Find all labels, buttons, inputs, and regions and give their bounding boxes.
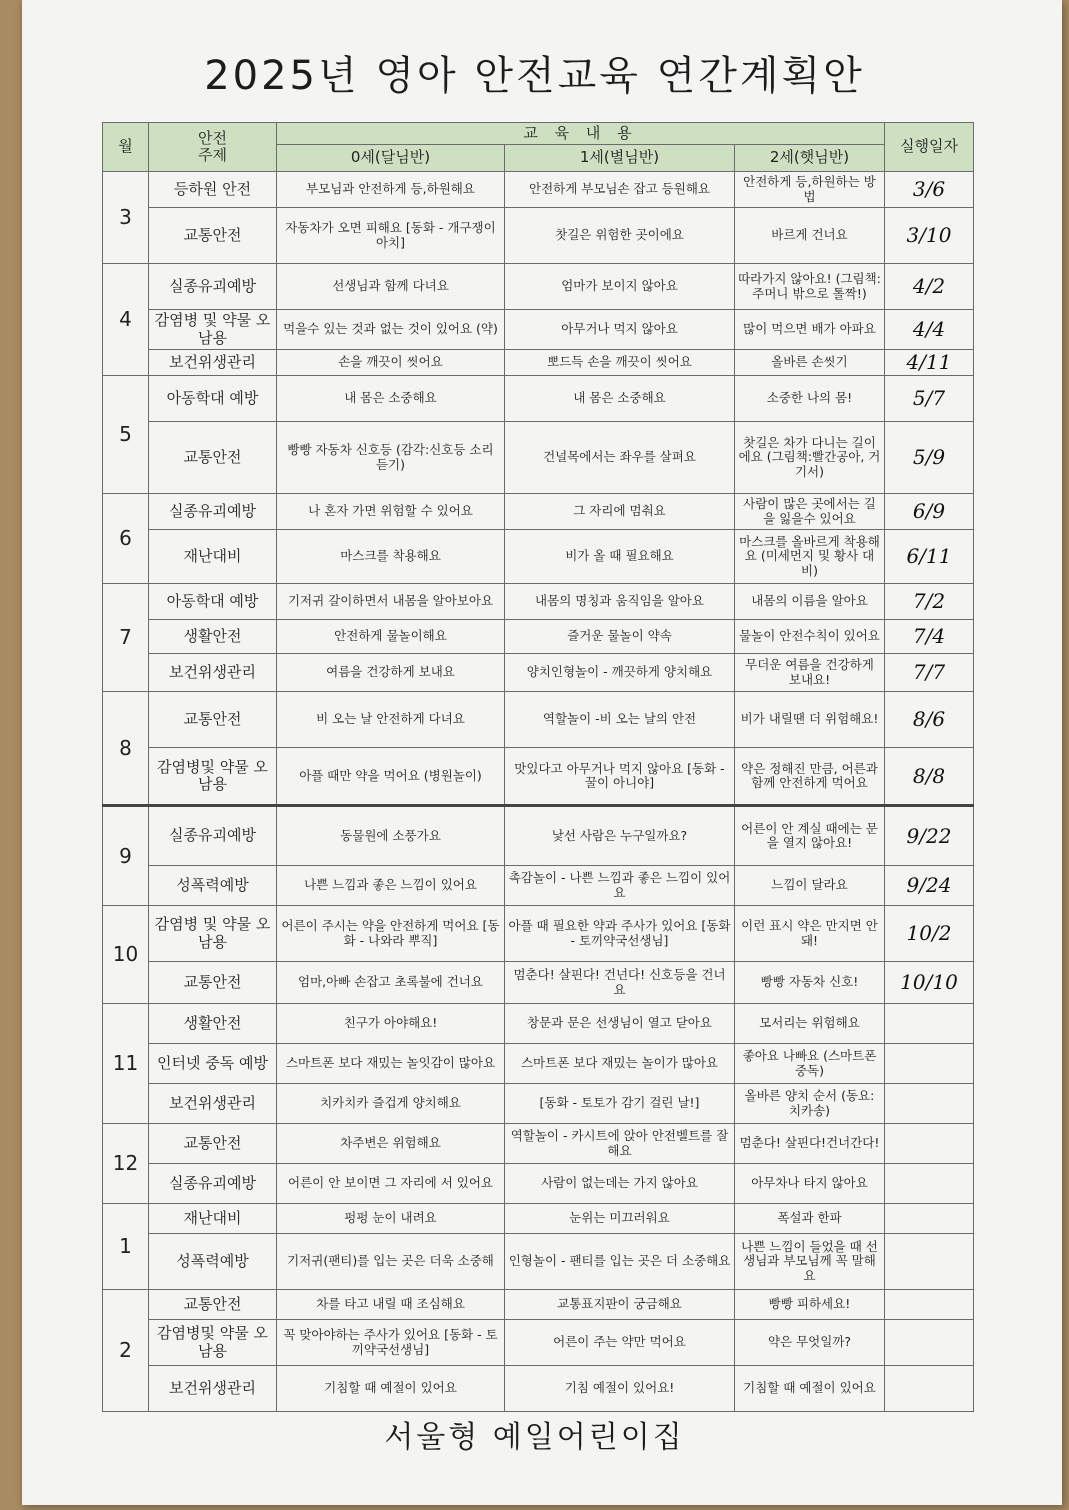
age2-cell: 소중한 나의 몸! xyxy=(735,376,885,422)
topic-cell: 성폭력예방 xyxy=(149,1234,277,1290)
age0-cell: 마스크를 착용해요 xyxy=(277,530,505,584)
topic-cell: 보건위생관리 xyxy=(149,1366,277,1412)
date-cell: 5/9 xyxy=(885,422,974,494)
safety-plan-table xyxy=(102,122,974,1412)
table-row xyxy=(103,172,974,208)
month-cell: 9 xyxy=(103,806,149,906)
topic-cell: 보건위생관리 xyxy=(149,1084,277,1124)
date-cell: 10/2 xyxy=(885,906,974,962)
age1-cell: 내몸의 명칭과 움직임을 알아요 xyxy=(505,584,735,620)
table-row xyxy=(103,1320,974,1366)
header-age1: 1세(별님반) xyxy=(505,145,735,172)
date-cell: 6/11 xyxy=(885,530,974,584)
age0-cell: 나 혼자 가면 위험할 수 있어요 xyxy=(277,494,505,530)
topic-cell: 실종유괴예방 xyxy=(149,1164,277,1204)
age2-cell: 약은 무엇일까? xyxy=(735,1320,885,1366)
header-date: 실행일자 xyxy=(885,123,974,172)
date-cell xyxy=(885,1004,974,1044)
table-row xyxy=(103,494,974,530)
age2-cell: 물놀이 안전수칙이 있어요 xyxy=(735,620,885,654)
month-cell: 2 xyxy=(103,1290,149,1412)
age2-cell: 올바른 손씻기 xyxy=(735,350,885,376)
header-topic-line2: 주제 xyxy=(198,146,227,164)
age0-cell: 여름을 건강하게 보내요 xyxy=(277,654,505,692)
age0-cell: 엄마,아빠 손잡고 초록불에 건너요 xyxy=(277,962,505,1004)
age1-cell: 그 자리에 멈춰요 xyxy=(505,494,735,530)
topic-cell: 감염병 및 약물 오남용 xyxy=(149,310,277,350)
age0-cell: 나쁜 느낌과 좋은 느낌이 있어요 xyxy=(277,866,505,906)
table-row xyxy=(103,1290,974,1320)
header-topic-line1: 안전 xyxy=(198,128,227,147)
month-cell: 11 xyxy=(103,1004,149,1124)
table-row xyxy=(103,1124,974,1164)
date-cell: 9/22 xyxy=(885,806,974,866)
page-title: 2025년 영아 안전교육 연간계획안 xyxy=(204,53,865,99)
date-cell xyxy=(885,1290,974,1320)
age2-cell: 폭설과 한파 xyxy=(735,1204,885,1234)
age1-cell: 스마트폰 보다 재밌는 놀이가 많아요 xyxy=(505,1044,735,1084)
table-row xyxy=(103,806,974,866)
topic-cell: 인터넷 중독 예방 xyxy=(149,1044,277,1084)
age0-cell: 부모님과 안전하게 등,하원해요 xyxy=(277,172,505,208)
age2-cell: 빵빵 피하세요! xyxy=(735,1290,885,1320)
age2-cell: 안전하게 등,하원하는 방법 xyxy=(735,172,885,208)
topic-cell: 아동학대 예방 xyxy=(149,584,277,620)
age0-cell: 안전하게 물놀이해요 xyxy=(277,620,505,654)
date-cell: 3/6 xyxy=(885,172,974,208)
table-row xyxy=(103,654,974,692)
age1-cell: 아플 때 필요한 약과 주사가 있어요 [동화 - 토끼약국선생님] xyxy=(505,906,735,962)
age0-cell: 자동차가 오면 피해요 [동화 - 개구쟁이 아치] xyxy=(277,208,505,264)
age1-cell: 안전하게 부모님손 잡고 등원해요 xyxy=(505,172,735,208)
date-cell: 5/7 xyxy=(885,376,974,422)
age1-cell: 양치인형놀이 - 깨끗하게 양치해요 xyxy=(505,654,735,692)
topic-cell: 교통안전 xyxy=(149,692,277,748)
table-row xyxy=(103,422,974,494)
age1-cell: 맛있다고 아무거나 먹지 않아요 [동화 - 꿀이 아니야] xyxy=(505,748,735,806)
age2-cell: 비가 내릴땐 더 위험해요! xyxy=(735,692,885,748)
age2-cell: 모서리는 위험해요 xyxy=(735,1004,885,1044)
table-row xyxy=(103,1084,974,1124)
table-row xyxy=(103,208,974,264)
age1-cell: 낯선 사람은 누구일까요? xyxy=(505,806,735,866)
topic-cell: 교통안전 xyxy=(149,208,277,264)
age1-cell: 눈위는 미끄러워요 xyxy=(505,1204,735,1234)
date-cell: 7/7 xyxy=(885,654,974,692)
age1-cell: 창문과 문은 선생님이 열고 닫아요 xyxy=(505,1004,735,1044)
date-cell: 4/2 xyxy=(885,264,974,310)
table-row xyxy=(103,584,974,620)
age1-cell: 엄마가 보이지 않아요 xyxy=(505,264,735,310)
table-row xyxy=(103,310,974,350)
header-month: 월 xyxy=(103,123,149,172)
date-cell: 8/8 xyxy=(885,748,974,806)
header-age0: 0세(달님반) xyxy=(277,145,505,172)
month-cell: 3 xyxy=(103,172,149,264)
date-cell: 10/10 xyxy=(885,962,974,1004)
age0-cell: 기침할 때 예절이 있어요 xyxy=(277,1366,505,1412)
table-row xyxy=(103,264,974,310)
age1-cell: 인형놀이 - 팬티를 입는 곳은 더 소중해요 xyxy=(505,1234,735,1290)
table-row xyxy=(103,1164,974,1204)
month-cell: 6 xyxy=(103,494,149,584)
age1-cell: 멈춘다! 살핀다! 건넌다! 신호등을 건너요 xyxy=(505,962,735,1004)
age1-cell: 사람이 없는데는 가지 않아요 xyxy=(505,1164,735,1204)
table-row xyxy=(103,1366,974,1412)
age1-cell: 교통표지판이 궁금해요 xyxy=(505,1290,735,1320)
table-row xyxy=(103,530,974,584)
age0-cell: 어른이 안 보이면 그 자리에 서 있어요 xyxy=(277,1164,505,1204)
date-cell xyxy=(885,1124,974,1164)
age2-cell: 내몸의 이름을 알아요 xyxy=(735,584,885,620)
date-cell xyxy=(885,1164,974,1204)
age0-cell: 선생님과 함께 다녀요 xyxy=(277,264,505,310)
age0-cell: 펑펑 눈이 내려요 xyxy=(277,1204,505,1234)
topic-cell: 보건위생관리 xyxy=(149,350,277,376)
age0-cell: 치카치카 즐겁게 양치해요 xyxy=(277,1084,505,1124)
age1-cell: 촉감놀이 - 나쁜 느낌과 좋은 느낌이 있어요 xyxy=(505,866,735,906)
age2-cell: 사람이 많은 곳에서는 길을 잃을수 있어요 xyxy=(735,494,885,530)
month-cell: 8 xyxy=(103,692,149,806)
age2-cell: 나쁜 느낌이 들었을 때 선생님과 부모님께 꼭 말해요 xyxy=(735,1234,885,1290)
table-row xyxy=(103,620,974,654)
date-cell xyxy=(885,1084,974,1124)
topic-cell: 생활안전 xyxy=(149,1004,277,1044)
age1-cell: 즐거운 물놀이 약속 xyxy=(505,620,735,654)
topic-cell: 교통안전 xyxy=(149,1124,277,1164)
topic-cell: 교통안전 xyxy=(149,422,277,494)
topic-cell: 보건위생관리 xyxy=(149,654,277,692)
table-row xyxy=(103,376,974,422)
age0-cell: 친구가 아야해요! xyxy=(277,1004,505,1044)
age1-cell: [동화 - 토토가 감기 걸린 날!] xyxy=(505,1084,735,1124)
date-cell: 7/2 xyxy=(885,584,974,620)
age0-cell: 기저귀 갈이하면서 내몸을 알아보아요 xyxy=(277,584,505,620)
age2-cell: 아무차나 타지 않아요 xyxy=(735,1164,885,1204)
table-row xyxy=(103,866,974,906)
date-cell: 4/4 xyxy=(885,310,974,350)
age2-cell: 빵빵 자동차 신호! xyxy=(735,962,885,1004)
table-row xyxy=(103,962,974,1004)
age0-cell: 비 오는 날 안전하게 다녀요 xyxy=(277,692,505,748)
date-cell xyxy=(885,1204,974,1234)
header-content: 교 육 내 용 xyxy=(277,123,885,145)
month-cell: 5 xyxy=(103,376,149,494)
month-cell: 1 xyxy=(103,1204,149,1290)
date-cell: 9/24 xyxy=(885,866,974,906)
header-topic xyxy=(149,123,277,172)
topic-cell: 감염병및 약물 오남용 xyxy=(149,748,277,806)
age1-cell: 비가 올 때 필요해요 xyxy=(505,530,735,584)
date-cell: 6/9 xyxy=(885,494,974,530)
age1-cell: 찻길은 위험한 곳이에요 xyxy=(505,208,735,264)
age1-cell: 뽀드득 손을 깨끗이 씻어요 xyxy=(505,350,735,376)
age2-cell: 따라가지 않아요! (그림책:주머니 밖으로 톨짝!) xyxy=(735,264,885,310)
age0-cell: 동물원에 소풍가요 xyxy=(277,806,505,866)
date-cell: 8/6 xyxy=(885,692,974,748)
topic-cell: 재난대비 xyxy=(149,1204,277,1234)
age1-cell: 역할놀이 -비 오는 날의 안전 xyxy=(505,692,735,748)
topic-cell: 생활안전 xyxy=(149,620,277,654)
table-row xyxy=(103,692,974,748)
age2-cell: 좋아요 나빠요 (스마트폰 중독) xyxy=(735,1044,885,1084)
topic-cell: 교통안전 xyxy=(149,962,277,1004)
topic-cell: 재난대비 xyxy=(149,530,277,584)
age0-cell: 빵빵 자동차 신호등 (감각:신호등 소리 듣기) xyxy=(277,422,505,494)
age2-cell: 기침할 때 예절이 있어요 xyxy=(735,1366,885,1412)
age1-cell: 어른이 주는 약만 먹어요 xyxy=(505,1320,735,1366)
age2-cell: 마스크를 올바르게 착용해요 (미세먼지 및 황사 대비) xyxy=(735,530,885,584)
age2-cell: 많이 먹으면 배가 아파요 xyxy=(735,310,885,350)
age0-cell: 손을 깨끗이 씻어요 xyxy=(277,350,505,376)
age2-cell: 이런 표시 약은 만지면 안 돼! xyxy=(735,906,885,962)
topic-cell: 감염병 및 약물 오남용 xyxy=(149,906,277,962)
table-row xyxy=(103,1044,974,1084)
age0-cell: 기저귀(팬티)를 입는 곳은 더욱 소중해 xyxy=(277,1234,505,1290)
age0-cell: 먹을수 있는 것과 없는 것이 있어요 (약) xyxy=(277,310,505,350)
age2-cell: 멈춘다! 살핀다!건너간다! xyxy=(735,1124,885,1164)
age2-cell: 찻길은 차가 다니는 길이에요 (그림책:빨간공아, 거기서) xyxy=(735,422,885,494)
month-cell: 10 xyxy=(103,906,149,1004)
date-cell xyxy=(885,1320,974,1366)
age1-cell: 역할놀이 - 카시트에 앉아 안전벨트를 잘해요 xyxy=(505,1124,735,1164)
age0-cell: 차를 타고 내릴 때 조심해요 xyxy=(277,1290,505,1320)
topic-cell: 감염병및 약물 오남용 xyxy=(149,1320,277,1366)
date-cell xyxy=(885,1366,974,1412)
table-row xyxy=(103,1204,974,1234)
age1-cell: 건널목에서는 좌우를 살펴요 xyxy=(505,422,735,494)
month-cell: 4 xyxy=(103,264,149,376)
footer-institution: 서울형 예일어린이집 xyxy=(384,1420,685,1455)
table-row xyxy=(103,350,974,376)
age0-cell: 스마트폰 보다 재밌는 놀잇감이 많아요 xyxy=(277,1044,505,1084)
age1-cell: 아무거나 먹지 않아요 xyxy=(505,310,735,350)
age2-cell: 바르게 건너요 xyxy=(735,208,885,264)
table-row xyxy=(103,906,974,962)
age2-cell: 어른이 안 계실 때에는 문을 열지 않아요! xyxy=(735,806,885,866)
age0-cell: 차주변은 위험해요 xyxy=(277,1124,505,1164)
plan-body xyxy=(103,172,974,1412)
age0-cell: 내 몸은 소중해요 xyxy=(277,376,505,422)
age1-cell: 내 몸은 소중해요 xyxy=(505,376,735,422)
month-cell: 7 xyxy=(103,584,149,692)
topic-cell: 실종유괴예방 xyxy=(149,806,277,866)
age2-cell: 올바른 양치 순서 (동요: 치카송) xyxy=(735,1084,885,1124)
topic-cell: 실종유괴예방 xyxy=(149,264,277,310)
date-cell: 7/4 xyxy=(885,620,974,654)
topic-cell: 아동학대 예방 xyxy=(149,376,277,422)
age0-cell: 꼭 맞아야하는 주사가 있어요 [동화 - 토끼약국선생님] xyxy=(277,1320,505,1366)
date-cell: 3/10 xyxy=(885,208,974,264)
age2-cell: 느낌이 달라요 xyxy=(735,866,885,906)
table-row xyxy=(103,748,974,806)
age0-cell: 아플 때만 약을 먹어요 (병원놀이) xyxy=(277,748,505,806)
age2-cell: 약은 정해진 만큼, 어른과 함께 안전하게 먹어요 xyxy=(735,748,885,806)
topic-cell: 실종유괴예방 xyxy=(149,494,277,530)
date-cell: 4/11 xyxy=(885,350,974,376)
topic-cell: 성폭력예방 xyxy=(149,866,277,906)
topic-cell: 교통안전 xyxy=(149,1290,277,1320)
topic-cell: 등하원 안전 xyxy=(149,172,277,208)
table-row xyxy=(103,1004,974,1044)
age0-cell: 어른이 주시는 약을 안전하게 먹어요 [동화 - 나와라 뿌직] xyxy=(277,906,505,962)
age2-cell: 무더운 여름을 건강하게 보내요! xyxy=(735,654,885,692)
age1-cell: 기침 예절이 있어요! xyxy=(505,1366,735,1412)
table-row xyxy=(103,1234,974,1290)
date-cell xyxy=(885,1044,974,1084)
month-cell: 12 xyxy=(103,1124,149,1204)
header-age2: 2세(햇님반) xyxy=(735,145,885,172)
date-cell xyxy=(885,1234,974,1290)
